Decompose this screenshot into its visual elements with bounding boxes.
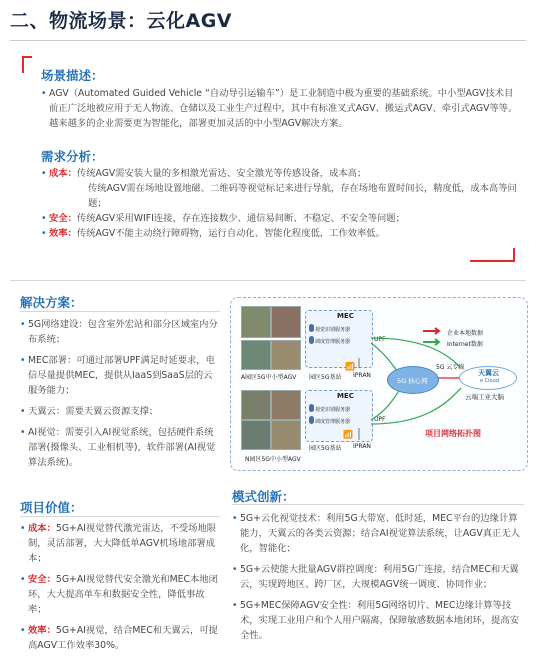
corner-bracket-bottom bbox=[470, 260, 515, 262]
cloud-brand-sub: e Cloud bbox=[480, 378, 499, 384]
page-title: 二、物流场景：云化AGV bbox=[10, 10, 233, 32]
zone-a-camera-label: 视觉识别服务器 bbox=[315, 327, 351, 333]
need-item-safety: • 安全：传统AGV采用WIFI连接，存在连接数少、通信易间断、不稳定、不安全等问题； bbox=[41, 213, 405, 224]
solution-item-text: MEC部署：可通过部署UPF满足时延要求，电信尽量提供MEC，提供从IaaS到SaaS层的云服务能力； bbox=[28, 355, 215, 396]
antenna-icon: 📶 bbox=[345, 362, 355, 371]
need-item-cost: • 成本：传统AGV需安装大量的多相激光雷达、安全激光等传感设备，成本高； bbox=[41, 168, 367, 179]
needs-list bbox=[41, 166, 521, 241]
value-label: 效率： bbox=[28, 625, 56, 636]
need-text-continued: 传统AGV需在场地设置地磁、二维码等视觉标记来进行导航，存在场地布置时间长，精度低，成本高等问题； bbox=[88, 183, 517, 209]
corner-bracket-top-vertical bbox=[22, 56, 24, 73]
corner-bracket-bottom-vertical bbox=[513, 248, 515, 262]
site-a-basestation-label: 园区5G基站 bbox=[309, 374, 342, 381]
zone-b-server-label: 调度管理服务器 bbox=[315, 419, 351, 425]
cloud-brain-label: 云端工业大脑 bbox=[465, 393, 504, 401]
solution-heading: 解决方案： bbox=[20, 295, 83, 310]
ipran-label: IPRAN bbox=[353, 372, 371, 379]
innovation-heading-rule bbox=[232, 504, 524, 505]
need-label: 安全： bbox=[49, 213, 77, 224]
solution-item-text: 5G网络建设：包含室外宏站和部分区域室内分布系统； bbox=[28, 319, 218, 345]
cloud-brand: 天翼云 bbox=[478, 369, 499, 377]
value-heading-rule bbox=[20, 516, 220, 517]
upf-label: UPF bbox=[374, 416, 386, 423]
solution-item: • MEC部署：可通过部署UPF满足时延要求，电信尽量提供MEC，提供从IaaS到SaaS层的云服务能力； bbox=[20, 355, 215, 396]
site-b-basestation-label: 园区5G基站 bbox=[309, 445, 342, 452]
mec-label: MEC bbox=[337, 392, 354, 400]
value-item-cost: • 成本：5G+AI视觉替代激光雷达，不受场地限制，灵活部署，大大降低单AGV机场地部署成本； bbox=[20, 523, 217, 564]
innovation-item-text: 5G+MEC保障AGV安全性：利用5G网络切片、MEC边缘计算等技术，实现工业用户和个人用户隔离，保障敏感数据本地闭环，提高安全性。 bbox=[240, 600, 519, 641]
ipran-label: IPRAN bbox=[353, 443, 371, 450]
diagram-caption: 项目网络拓扑图 bbox=[425, 429, 481, 438]
value-list bbox=[20, 521, 218, 659]
value-text: 5G+AI视觉替代激光雷达，不受场地限制，灵活部署，大大降低单AGV机场地部署成本； bbox=[28, 523, 217, 564]
antenna-icon: 📶 bbox=[343, 430, 353, 439]
solution-item: • 天翼云：需要天翼云资源支撑； bbox=[20, 406, 159, 417]
solution-item-text: 天翼云：需要天翼云资源支撑； bbox=[28, 406, 159, 417]
scenario-body: AGV（Automated Guided Vehicle “自动导引运输车”）是工业制造中极为重要的基础系统。中小型AGV技术目前正广泛地被应用于无人物流、仓储以及工业生产过程中，其中有标准叉式AGV、搬运式AGV、牵引式AGV等等。越来越多的企业需要更为智能化，部署更加灵活的中小型AGV解决方案。 bbox=[49, 88, 518, 129]
scenario-text bbox=[41, 86, 519, 131]
innovation-list bbox=[232, 511, 522, 649]
value-item-safety: • 安全：5G+AI视觉替代安全激光和MEC本地闭环，大大提高单车和数据安全性，降低事故率； bbox=[20, 574, 218, 615]
need-label: 效率： bbox=[49, 228, 77, 239]
innovation-item: • 5G+云使能大批量AGV群控调度：利用5G广连接，结合MEC和天翼云，实现跨地区、跨厂区，大规模AGV统一调度、协同作业； bbox=[232, 564, 519, 590]
legend-arrows bbox=[421, 326, 445, 348]
core-network-label: 5G 核心网 bbox=[397, 377, 428, 385]
legend-enterprise: 企业本地数据 bbox=[447, 330, 484, 337]
solution-item-text: AI视觉：需要引入AI视觉系统，包括硬件系统部署(摄像头、工业相机等)，软件部署(AI视觉算法系统)。 bbox=[28, 427, 216, 468]
value-heading: 项目价值： bbox=[20, 500, 83, 515]
solution-item: • 5G网络建设：包含室外宏站和部分区域室内分布系统； bbox=[20, 319, 218, 345]
private-line-label: 5G 云专线 bbox=[436, 364, 465, 371]
bullet: • bbox=[41, 88, 47, 99]
innovation-item: • 5G+MEC保障AGV安全性：利用5G网络切片、MEC边缘计算等技术，实现工业用户和个人用户隔离，保障敏感数据本地闭环，提高安全性。 bbox=[232, 600, 519, 641]
title-divider bbox=[10, 40, 526, 41]
section-divider bbox=[10, 280, 526, 281]
innovation-item-text: 5G+云使能大批量AGV群控调度：利用5G广连接，结合MEC和天翼云，实现跨地区、跨厂区，大规模AGV统一调度、协同作业； bbox=[240, 564, 519, 590]
legend-internet: Internet数据 bbox=[447, 341, 483, 348]
solution-item: • AI视觉：需要引入AI视觉系统，包括硬件系统部署(摄像头、工业相机等)，软件部署(AI视觉算法系统)。 bbox=[20, 427, 216, 468]
need-text: 传统AGV需安装大量的多相激光雷达、安全激光等传感设备，成本高； bbox=[76, 168, 367, 179]
zone-a-server-label: 调度管理服务器 bbox=[315, 339, 351, 345]
needs-heading: 需求分析： bbox=[41, 149, 104, 164]
need-item-efficiency: • 效率：传统AGV不能主动绕行障碍物，运行自动化、智能化程度低，工作效率低。 bbox=[41, 228, 385, 239]
need-label: 成本： bbox=[49, 168, 77, 179]
innovation-item: • 5G+云化视觉技术：利用5G大带宽、低时延，MEC平台的边缘计算能力，天翼云的各类云资源；结合AI视觉算法系统，让AGV真正无人化，智能化； bbox=[232, 513, 520, 554]
innovation-item-text: 5G+云化视觉技术：利用5G大带宽、低时延，MEC平台的边缘计算能力，天翼云的各类云资源；结合AI视觉算法系统，让AGV真正无人化，智能化； bbox=[240, 513, 520, 554]
site-a-label: A园区5G中小型AGV bbox=[241, 374, 297, 381]
zone-b-camera-label: 视觉识别服务器 bbox=[315, 407, 351, 413]
upf-label: UPF bbox=[374, 336, 386, 343]
site-b-label: N园区5G中小型AGV bbox=[245, 456, 301, 463]
value-text: 5G+AI视觉，结合MEC和天翼云，可提高AGV工作效率30%。 bbox=[28, 625, 218, 651]
value-text: 5G+AI视觉替代安全激光和MEC本地闭环，大大提高单车和数据安全性，降低事故率； bbox=[28, 574, 218, 615]
innovation-heading: 模式创新： bbox=[232, 489, 295, 504]
network-topology-diagram bbox=[230, 297, 528, 471]
solution-heading-rule bbox=[20, 311, 220, 312]
value-label: 成本： bbox=[28, 523, 56, 534]
value-label: 安全： bbox=[28, 574, 56, 585]
scenario-heading: 场景描述： bbox=[41, 68, 104, 83]
value-item-efficiency: • 效率：5G+AI视觉，结合MEC和天翼云，可提高AGV工作效率30%。 bbox=[20, 625, 218, 651]
mec-label: MEC bbox=[337, 312, 354, 320]
need-text: 传统AGV采用WIFI连接，存在连接数少、通信易间断、不稳定、不安全等问题； bbox=[76, 213, 405, 224]
solution-list bbox=[20, 317, 220, 476]
need-text: 传统AGV不能主动绕行障碍物，运行自动化、智能化程度低，工作效率低。 bbox=[76, 228, 385, 239]
